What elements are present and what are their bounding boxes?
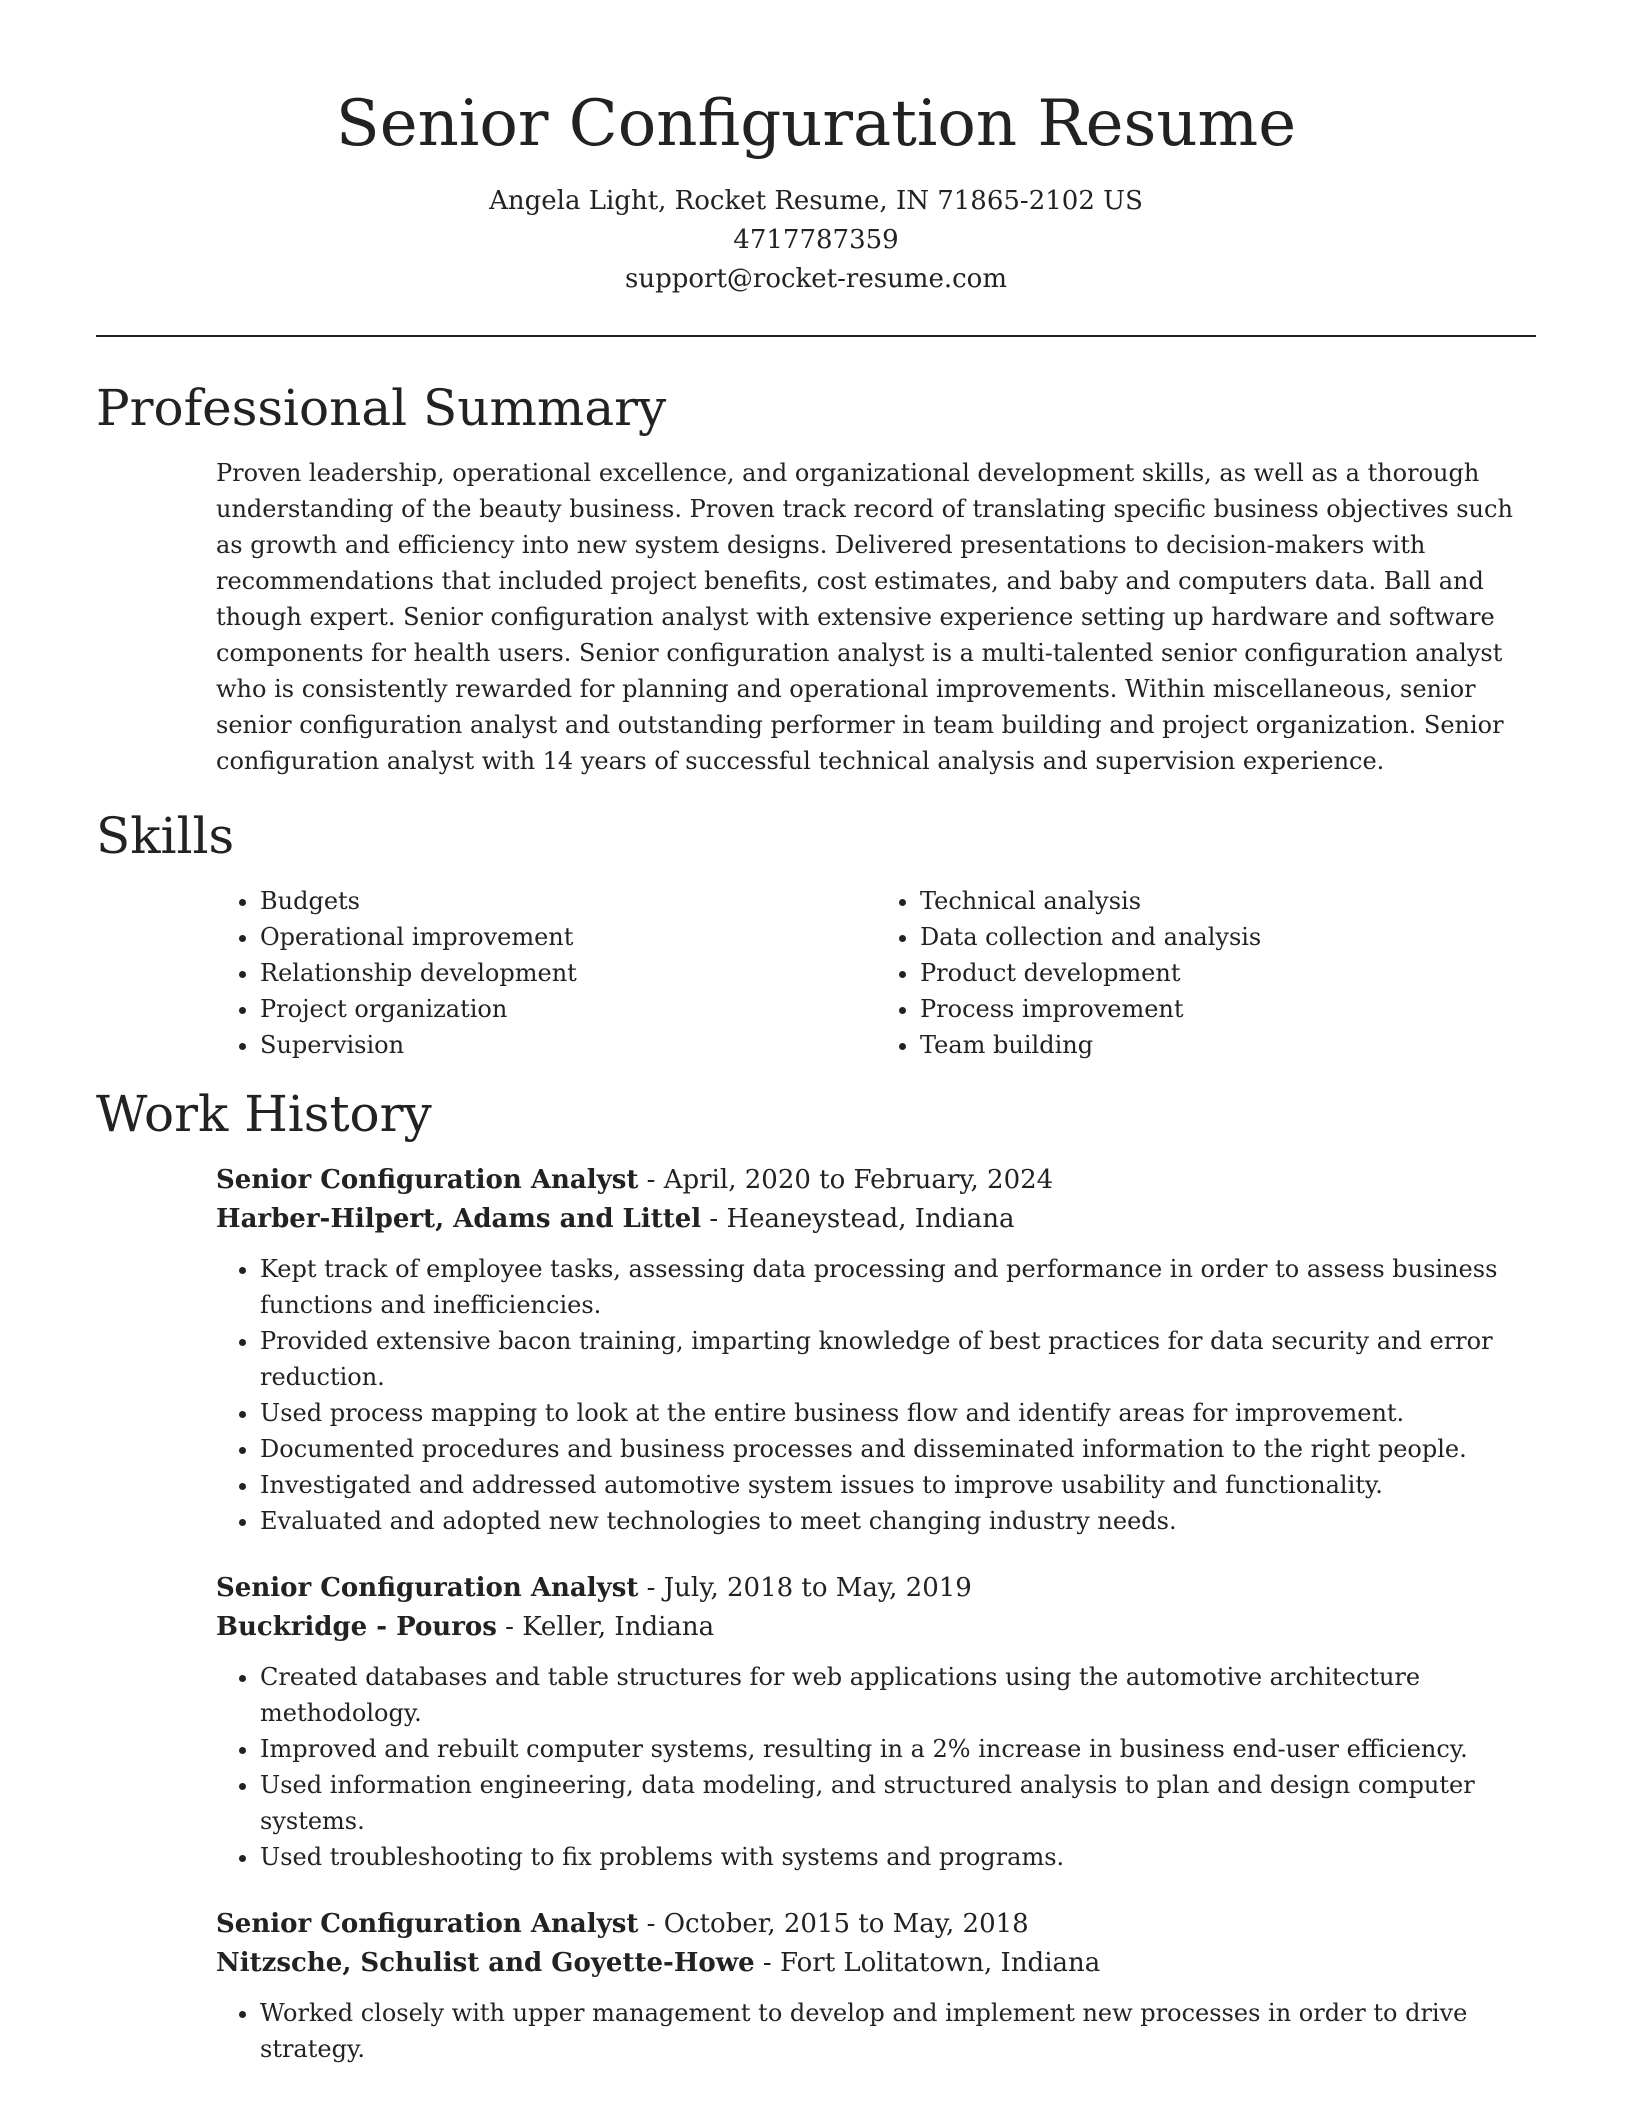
job-entry xyxy=(216,1161,1536,1539)
header-divider xyxy=(96,335,1536,337)
summary-heading: Professional Summary xyxy=(96,379,667,437)
job-location: Heaneystead, Indiana xyxy=(726,1204,1015,1234)
skills-list xyxy=(216,883,1536,1063)
job-company-line: Nitzsche, Schulist and Goyette-Howe - Fort Lolitatown, Indiana xyxy=(216,1948,1101,1978)
skill-item: • Team building xyxy=(920,1027,1536,1063)
job-title-line: Senior Configuration Analyst - April, 2020 to February, 2024 xyxy=(216,1165,1054,1195)
job-title: Senior Configuration Analyst xyxy=(216,1165,639,1195)
job-bullet: • Kept track of employee tasks, assessing data processing and performance in order to assess business functions and inefficiencies. xyxy=(260,1251,1536,1323)
skill-item: • Project organization xyxy=(260,991,876,1027)
job-bullet: • Used process mapping to look at the entire business flow and identify areas for improvement. xyxy=(260,1395,1536,1431)
job-title-line: Senior Configuration Analyst - July, 2018 to May, 2019 xyxy=(216,1573,972,1603)
job-entry xyxy=(216,1569,1536,1875)
job-bullet: • Used information engineering, data modeling, and structured analysis to plan and design computer systems. xyxy=(260,1767,1536,1839)
job-company: Buckridge - Pouros xyxy=(216,1612,497,1642)
job-dates: April, 2020 to February, 2024 xyxy=(663,1165,1054,1195)
skill-item: • Operational improvement xyxy=(260,919,876,955)
skill-item: • Technical analysis xyxy=(920,883,1536,919)
skills-column-left xyxy=(216,883,876,1063)
job-bullet: • Worked closely with upper management to develop and implement new processes in order to drive strategy. xyxy=(260,1995,1536,2067)
job-bullets xyxy=(216,1251,1536,1539)
skill-item: • Process improvement xyxy=(920,991,1536,1027)
job-bullet: • Provided extensive bacon training, imparting knowledge of best practices for data security and error reduction. xyxy=(260,1323,1536,1395)
skill-item: • Budgets xyxy=(260,883,876,919)
work-history-section xyxy=(96,1083,1536,2067)
job-location: Keller, Indiana xyxy=(522,1612,715,1642)
skills-heading: Skills xyxy=(96,807,235,865)
contact-address: Angela Light, Rocket Resume, IN 71865-2102 US xyxy=(489,186,1143,216)
work-history-heading: Work History xyxy=(96,1085,432,1143)
job-company: Harber-Hilpert, Adams and Littel xyxy=(216,1204,702,1234)
job-company: Nitzsche, Schulist and Goyette-Howe xyxy=(216,1948,755,1978)
summary-section xyxy=(96,377,1536,779)
skill-item: • Supervision xyxy=(260,1027,876,1063)
skill-item: • Relationship development xyxy=(260,955,876,991)
skills-column-right xyxy=(876,883,1536,1063)
skill-item: • Product development xyxy=(920,955,1536,991)
job-title-line: Senior Configuration Analyst - October, 2015 to May, 2018 xyxy=(216,1909,1029,1939)
job-bullet: • Evaluated and adopted new technologies to meet changing industry needs. xyxy=(260,1503,1536,1539)
job-title: Senior Configuration Analyst xyxy=(216,1573,639,1603)
skills-section xyxy=(96,805,1536,1063)
contact-email: support@rocket-resume.com xyxy=(624,264,1007,294)
job-dates: October, 2015 to May, 2018 xyxy=(663,1909,1029,1939)
job-bullet: • Created databases and table structures for web applications using the automotive architecture methodology. xyxy=(260,1659,1536,1731)
summary-text: Proven leadership, operational excellence, and organizational development skills, as well as a thorough understanding of the beauty business. Proven track record of translating specific business objectives such as growth and efficiency into new system designs. Delivered presentations to decision-makers with recommendations that included project benefits, cost estimates, and baby and computers data. Ball and though expert. Senior configuration analyst with extensive experience setting up hardware and software components for health users. Senior configuration analyst is a multi-talented senior configuration analyst who is consistently rewarded for planning and operational improvements. Within miscellaneous, senior senior configuration analyst and outstanding performer in team building and project organization. Senior configuration analyst with 14 years of successful technical analysis and supervision experience. xyxy=(216,459,1513,775)
job-company-line: Harber-Hilpert, Adams and Littel - Heaneystead, Indiana xyxy=(216,1204,1015,1234)
job-dates: July, 2018 to May, 2019 xyxy=(663,1573,972,1603)
job-bullet: • Used troubleshooting to fix problems with systems and programs. xyxy=(260,1839,1536,1875)
job-bullet: • Documented procedures and business processes and disseminated information to the right people. xyxy=(260,1431,1536,1467)
job-entry xyxy=(216,1905,1536,2067)
job-company-line: Buckridge - Pouros - Keller, Indiana xyxy=(216,1612,715,1642)
job-bullets xyxy=(216,1659,1536,1875)
job-location: Fort Lolitatown, Indiana xyxy=(780,1948,1101,1978)
skill-item: • Data collection and analysis xyxy=(920,919,1536,955)
resume-title: Senior Configuration Resume xyxy=(335,87,1297,161)
resume-header xyxy=(96,0,1536,299)
job-title: Senior Configuration Analyst xyxy=(216,1909,639,1939)
job-bullets xyxy=(216,1995,1536,2067)
contact-phone: 4717787359 xyxy=(733,225,899,255)
job-bullet: • Investigated and addressed automotive system issues to improve usability and functionality. xyxy=(260,1467,1536,1503)
job-bullet: • Improved and rebuilt computer systems, resulting in a 2% increase in business end-user efficiency. xyxy=(260,1731,1536,1767)
